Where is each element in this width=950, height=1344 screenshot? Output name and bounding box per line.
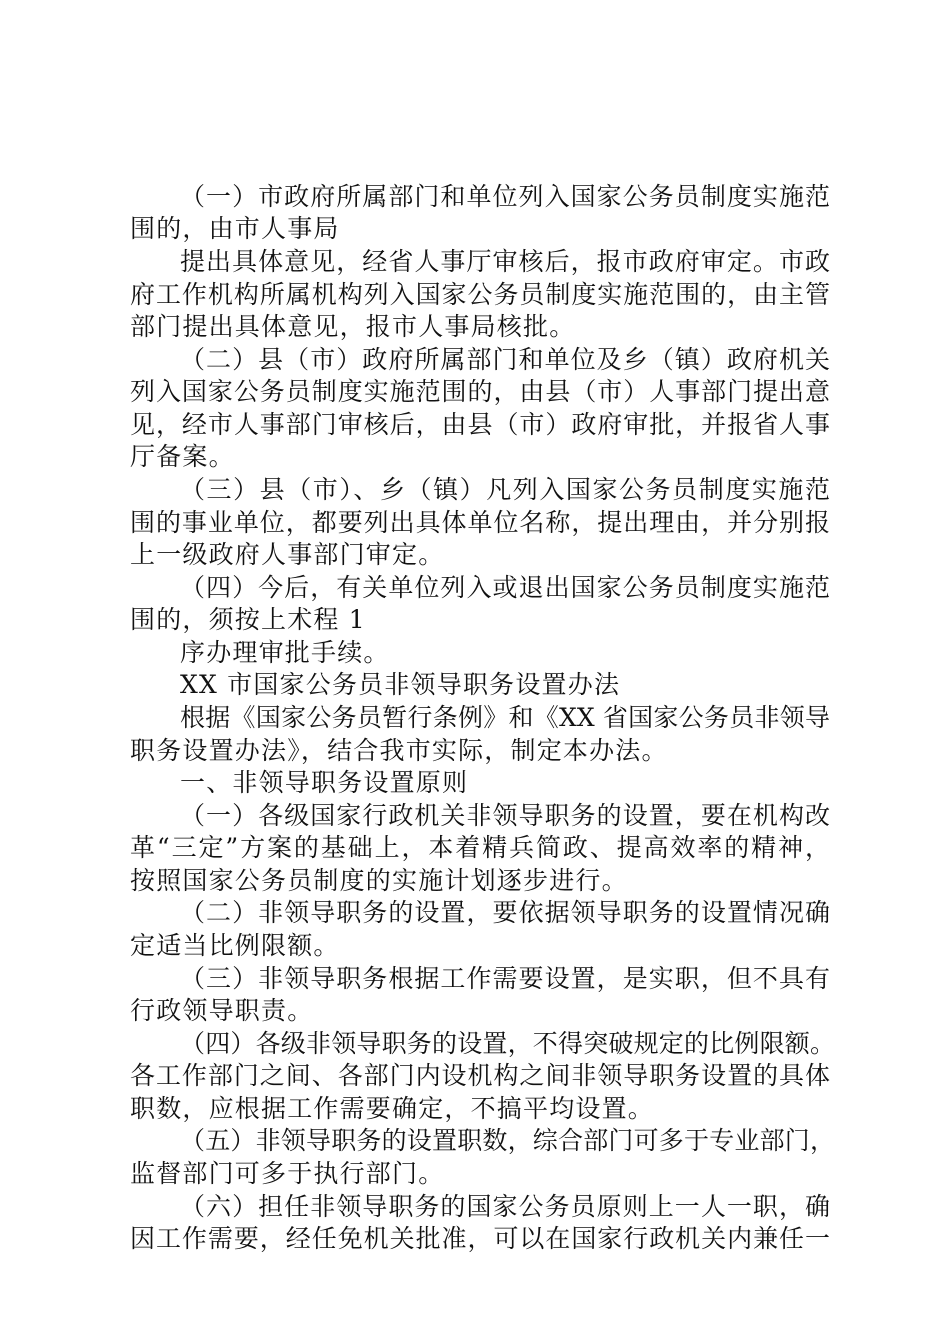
text-line: （四）各级非领导职务的设置，不得突破规定的比例限额。 xyxy=(180,1029,835,1058)
text-line: （二）非领导职务的设置，要依据领导职务的设置情况确 xyxy=(180,898,830,927)
text-line: 上一级政府人事部门审定。 xyxy=(130,540,445,569)
text-line: 一、非领导职务设置原则 xyxy=(180,768,469,797)
text-line: 根据《国家公务员暂行条例》和《XX 省国家公务员非领导 xyxy=(180,703,830,732)
text-line: 职务设置办法》，结合我市实际，制定本办法。 xyxy=(130,736,668,765)
text-line: 提出具体意见，经省人事厅审核后，报市政府审定。市政 xyxy=(180,247,830,276)
text-line: 因工作需要，经任免机关批准，可以在国家行政机关内兼任一 xyxy=(130,1224,830,1253)
text-line: （五）非领导职务的设置职数，综合部门可多于专业部门， xyxy=(180,1126,835,1155)
text-line: 列入国家公务员制度实施范围的，由县（市）人事部门提出意 xyxy=(130,377,830,406)
text-line: 各工作部门之间、各部门内设机构之间非领导职务设置的具体 xyxy=(130,1061,830,1090)
text-line: 围的事业单位，都要列出具体单位名称，提出理由，并分别报 xyxy=(130,508,830,537)
text-line: （一）各级国家行政机关非领导职务的设置，要在机构改 xyxy=(180,801,830,830)
text-line: （六）担任非领导职务的国家公务员原则上一人一职，确 xyxy=(180,1192,830,1221)
text-line: （一）市政府所属部门和单位列入国家公务员制度实施范 xyxy=(180,182,830,211)
text-line: 序办理审批手续。 xyxy=(180,638,390,667)
text-line: 部门提出具体意见，报市人事局核批。 xyxy=(130,312,576,341)
text-line: 府工作机构所属机构列入国家公务员制度实施范围的，由主管 xyxy=(130,280,830,309)
text-line: 围的，由市人事局 xyxy=(130,214,340,243)
text-line: 厅备案。 xyxy=(130,442,235,471)
text-line: 职数，应根据工作需要确定，不搞平均设置。 xyxy=(130,1094,655,1123)
text-line: （四）今后，有关单位列入或退出国家公务员制度实施范 xyxy=(180,573,830,602)
text-line: （三）非领导职务根据工作需要设置，是实职，但不具有 xyxy=(180,964,830,993)
text-line: 监督部门可多于执行部门。 xyxy=(130,1159,445,1188)
text-line: 围的，须按上术程 1 xyxy=(130,605,366,634)
text-line: 见，经市人事部门审核后，由县（市）政府审批，并报省人事 xyxy=(130,410,830,439)
text-line: XX 市国家公务员非领导职务设置办法 xyxy=(180,670,621,699)
text-line: （三）县（市）、乡（镇）凡列入国家公务员制度实施范 xyxy=(180,475,830,504)
text-line: 行政领导职责。 xyxy=(130,996,314,1025)
text-line: 定适当比例限额。 xyxy=(130,931,340,960)
text-line: 按照国家公务员制度的实施计划逐步进行。 xyxy=(130,866,628,895)
text-line: 革“三定”方案的基础上，本着精兵简政、提高效率的精神， xyxy=(130,833,830,862)
text-line: （二）县（市）政府所属部门和单位及乡（镇）政府机关 xyxy=(180,345,830,374)
